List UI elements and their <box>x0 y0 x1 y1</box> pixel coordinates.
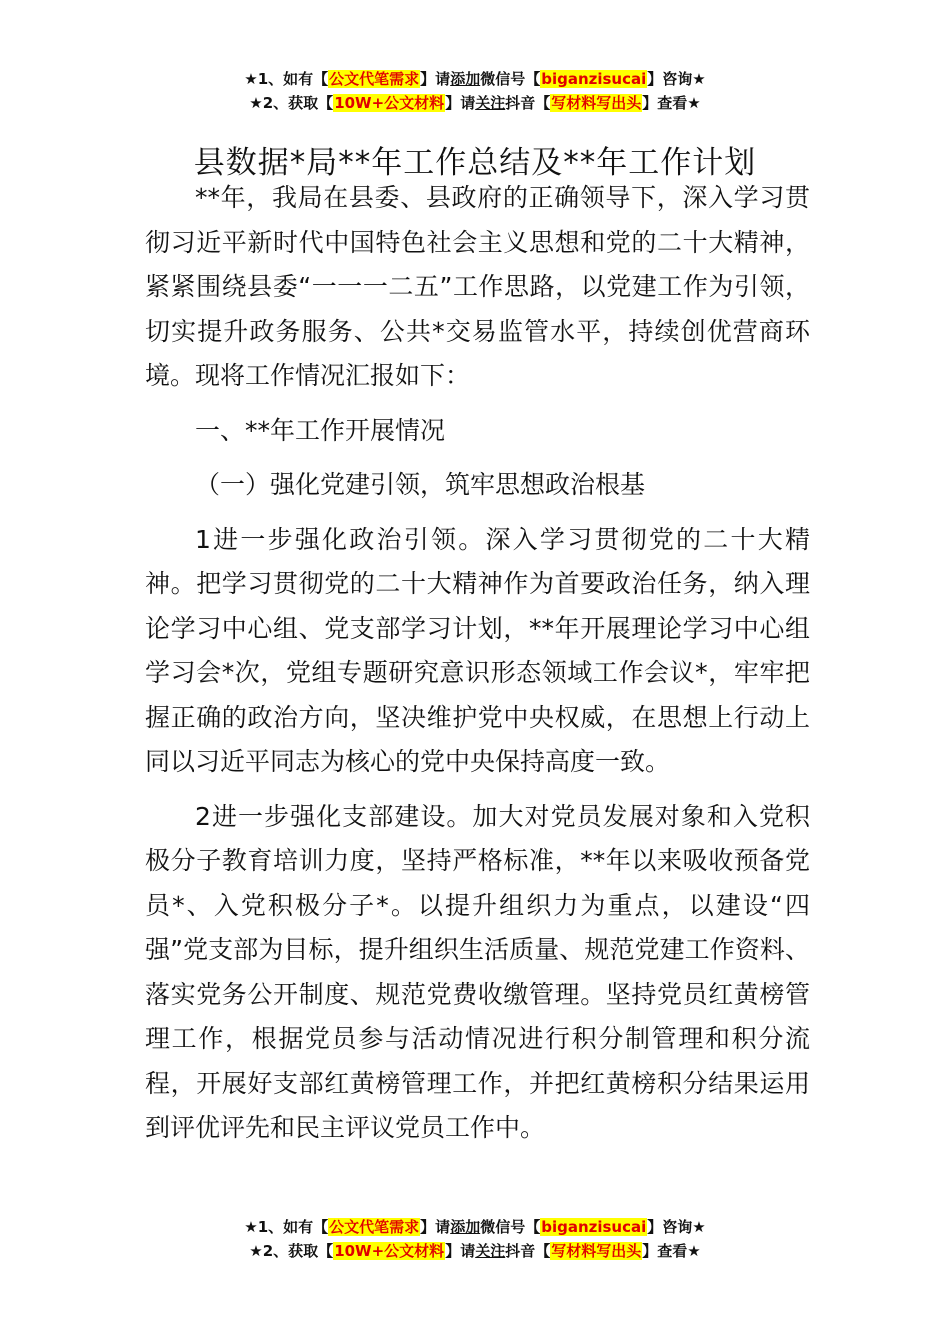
document-title: 县数据*局**年工作总结及**年工作计划 <box>193 144 757 181</box>
banner-line-2 <box>0 1240 950 1264</box>
banner-text: 抖音【 <box>505 94 551 112</box>
body-paragraph: 2进一步强化支部建设。加大对党员发展对象和入党积极分子教育培训力度，坚持严格标准，**年以来吸收预备党员*、入党积极分子*。以提升组织力为重点，以建设“四强”党支部为目标，提升组织生活质量、规范党建工作资料、落实党务公开制度、规范党费收缴管理。坚持党员红黄榜管理工作，根据党员参与活动情况进行积分制管理和积分流程，开展好支部红黄榜管理工作，并把红黄榜积分结果运用到评优评先和民主评议党员工作中。 <box>145 801 810 1142</box>
footer-banner <box>0 1216 950 1264</box>
banner-highlight: 10W+公文材料 <box>334 1242 445 1260</box>
banner-highlight: 10W+公文材料 <box>334 94 445 112</box>
banner-text: 】请 <box>420 70 451 88</box>
banner-text: 】咨询★ <box>647 1218 706 1236</box>
banner-text: 微信号【 <box>480 70 541 88</box>
section-heading: 一、**年工作开展情况 <box>195 415 446 445</box>
intro-paragraph: **年，我局在县委、县政府的正确领导下，深入学习贯彻习近平新时代中国特色社会主义思想和党的二十大精神，紧紧围绕县委“一一一二五”工作思路，以党建工作为引领，切实提升政务服务、公共*交易监管水平，持续创优营商环境。现将工作情况汇报如下： <box>145 183 810 390</box>
banner-text: ★1、如有【 <box>244 1218 329 1236</box>
banner-text: 微信号【 <box>480 1218 541 1236</box>
banner-highlight: biganzisucai <box>541 1218 647 1236</box>
banner-highlight: biganzisucai <box>541 70 647 88</box>
banner-text: 】请 <box>445 1242 476 1260</box>
banner-underlined-text: 关注 <box>475 94 506 112</box>
body-paragraph: 1进一步强化政治引领。深入学习贯彻党的二十大精神。把学习贯彻党的二十大精神作为首要政治任务，纳入理论学习中心组、党支部学习计划，**年开展理论学习中心组学习会*次，党组专题研究意识形态领域工作会议*，牢牢把握正确的政治方向，坚决维护党中央权威，在思想上行动上同以习近平同志为核心的党中央保持高度一致。 <box>145 524 810 776</box>
banner-text: 】查看★ <box>642 94 701 112</box>
banner-line-1 <box>0 68 950 92</box>
banner-text: 抖音【 <box>505 1242 551 1260</box>
banner-line-1 <box>0 1216 950 1240</box>
document-body <box>145 176 810 1151</box>
banner-text: ★2、获取【 <box>249 1242 334 1260</box>
subsection-heading: （一）强化党建引领，筑牢思想政治根基 <box>195 470 646 499</box>
banner-highlight: 写材料写出头 <box>551 1242 642 1260</box>
banner-text: 】请 <box>445 94 476 112</box>
banner-line-2 <box>0 92 950 116</box>
banner-highlight: 公文代笔需求 <box>329 70 420 88</box>
banner-underlined-text: 添加 <box>450 1218 481 1236</box>
banner-highlight: 公文代笔需求 <box>329 1218 420 1236</box>
banner-text: 】咨询★ <box>647 70 706 88</box>
banner-highlight: 写材料写出头 <box>551 94 642 112</box>
banner-text: 】查看★ <box>642 1242 701 1260</box>
banner-text: ★1、如有【 <box>244 70 329 88</box>
banner-underlined-text: 添加 <box>450 70 481 88</box>
banner-underlined-text: 关注 <box>475 1242 506 1260</box>
header-banner <box>0 68 950 116</box>
banner-text: 】请 <box>420 1218 451 1236</box>
banner-text: ★2、获取【 <box>249 94 334 112</box>
